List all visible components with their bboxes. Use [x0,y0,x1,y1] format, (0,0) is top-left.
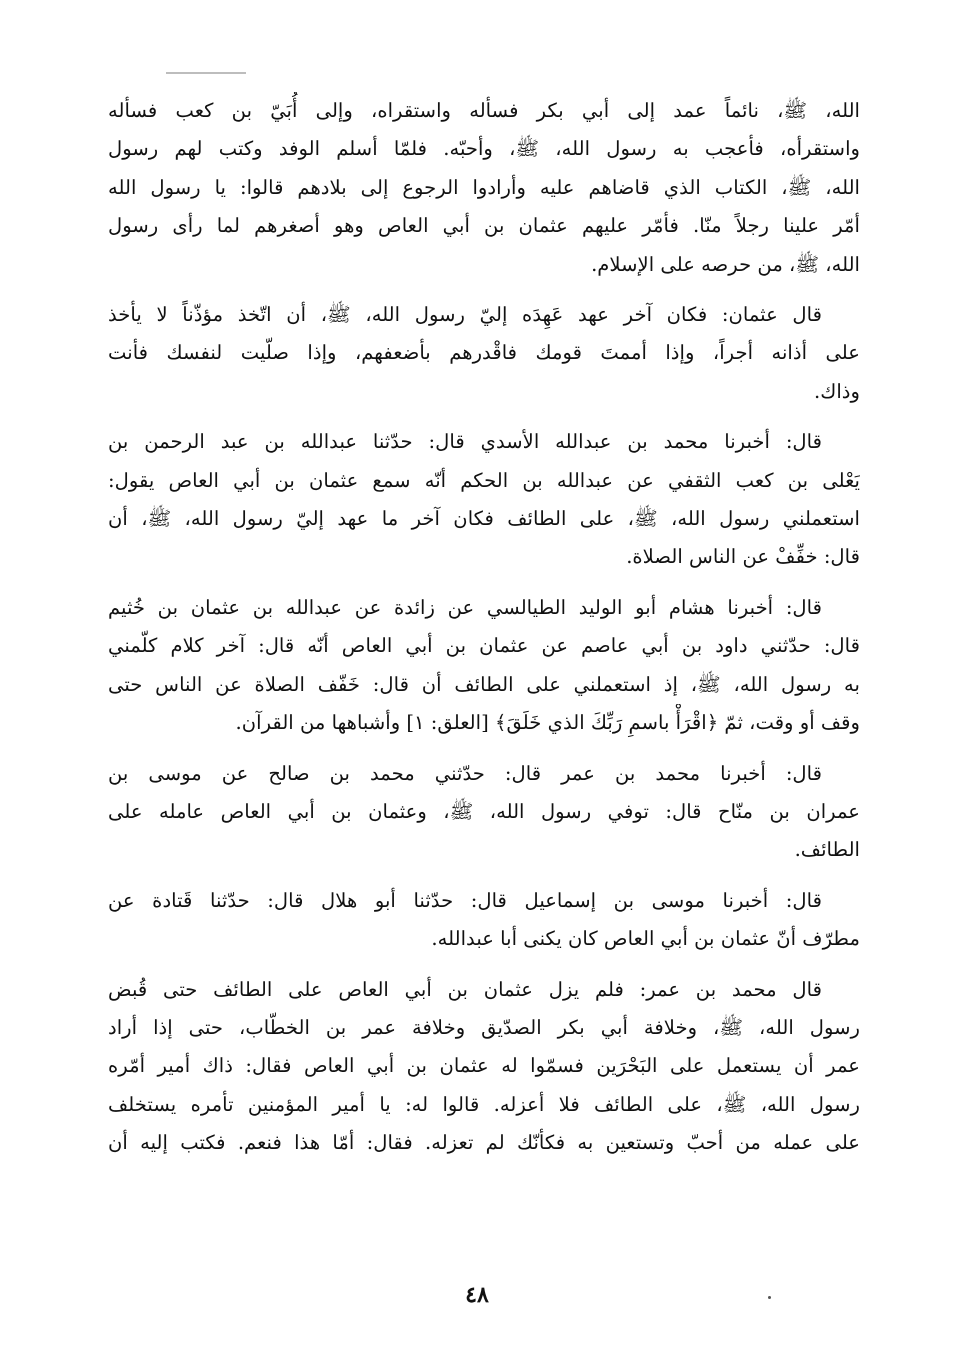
text-line: قال: حدّثني داود بن أبي عاصم عن عثمان بن أبي العاص أنّه قال: آخر كلام كلّمني [108,634,860,658]
text-line: وقف أو وقت، ثمّ ﴿اقْرَأْ باسمِ رَبِّكَ الذي خَلَقَ﴾ [العلق: ١] وأشباهها من القرآن. [235,711,860,735]
scan-mark [768,1296,771,1299]
text-line: رسول الله، ﷺ، على الطائف فلا أعزله. قالوا له: يا أمير المؤمنين تأمره يستخلف [108,1092,860,1116]
paragraph [108,296,860,411]
paragraph [108,423,860,577]
text-line: عمران بن منّاح قال: توفي رسول الله، ﷺ، وعثمان بن أبي العاص عامله على [108,799,860,823]
text-line: به رسول الله، ﷺ، إذ استعملني على الطائف أن قال: خَفّف الصلاة عن الناس حتى [108,672,860,696]
text-line: على عمله من أحبّ وتستعين به فكأنّك لم تعزله. فقال: أمّا هذا فنعم. فكتب إليه أن [108,1131,860,1155]
body-text [108,92,860,1163]
text-line: يَعْلى بن كعب الثقفي عن عبدالله بن الحكم أنّه سمع عثمان بن أبي العاص يقول: [108,468,860,492]
paragraph [108,971,860,1163]
text-line: رسول الله، ﷺ، وخلافة أبي بكر الصدّيق وخلافة عمر بن الخطّاب، حتى إذا أراد [108,1015,860,1039]
text-line: وذاك. [813,379,860,403]
text-line: قال: خفِّفْ عن الناس الصلاة. [626,545,860,569]
text-line: الله، ﷺ، من حرصه على الإسلام. [591,252,860,276]
text-line: مطرّف أنّ عثمان بن أبي العاص كان يكنى أبا عبدالله. [431,927,860,951]
text-line: واستقرأه، فأعجب به رسول الله، ﷺ، وأحبّه. فلمّا أسلم الوفد وكتب لهم رسول [108,137,860,161]
page-number: ٤٨ [465,1282,489,1308]
text-line: قال: أخبرنا موسى بن إسماعيل قال: حدّثنا أبو هلال قال: حدّثنا قَتادة عن [108,888,822,912]
text-line: الله، ﷺ، نائماً عمد إلى أبي بكر فسأله واستقراه، وإلى أُبَيّ بن كعب فسأله [108,99,860,122]
text-line: قال: أخبرنا محمد بن عبدالله الأسدي قال: حدّثنا عبدالله بن عبد الرحمن بن [108,430,822,454]
text-line: على أذانه أجراً، وإذا أممتَ قومك فاقْدرهم بأضعفهم، وإذا صلّيت لنفسك فأنت [108,341,860,365]
text-line: الله، ﷺ، الكتاب الذي قاضاهم عليه وأرادوا الرجوع إلى بلادهم قالوا: يا رسول الله [108,175,860,199]
paragraph [108,755,860,870]
text-line: قال محمد بن عمر: فلم يزل عثمان بن أبي العاص على الطائف حتى قُبض [108,977,822,1001]
text-line: الطائف. [794,838,860,862]
paragraph [108,882,860,959]
text-line: قال عثمان: فكان آخر عهد عَهِدَه إليّ رسول الله، ﷺ، أن اتّخذ مؤذّناً لا يأخذ [108,303,822,327]
text-line: قال: أخبرنا محمد بن عمر قال: حدّثني محمد بن صالح عن موسى بن [108,761,822,785]
text-line: عمر أن يستعمل على البَحْرَين فسمّوا له عثمان بن أبي العاص فقال: ذاك أمير أمّره [108,1054,860,1078]
text-line: أمّر علينا رجلاً منّا. فأمّر عليهم عثمان بن أبي العاص وهو أصغرهم لما رأى رسول [108,214,860,238]
text-line: استعملني رسول الله، ﷺ، على الطائف فكان آخر ما عهد إليّ رسول الله، ﷺ، أن [108,507,860,531]
paragraph [108,92,860,284]
text-line: قال: أخبرنا هشام أبو الوليد الطيالسي عن زائدة عن عبدالله بن عثمان بن خُثيم [108,595,822,619]
paragraph [108,589,860,743]
header-rule [166,72,246,74]
